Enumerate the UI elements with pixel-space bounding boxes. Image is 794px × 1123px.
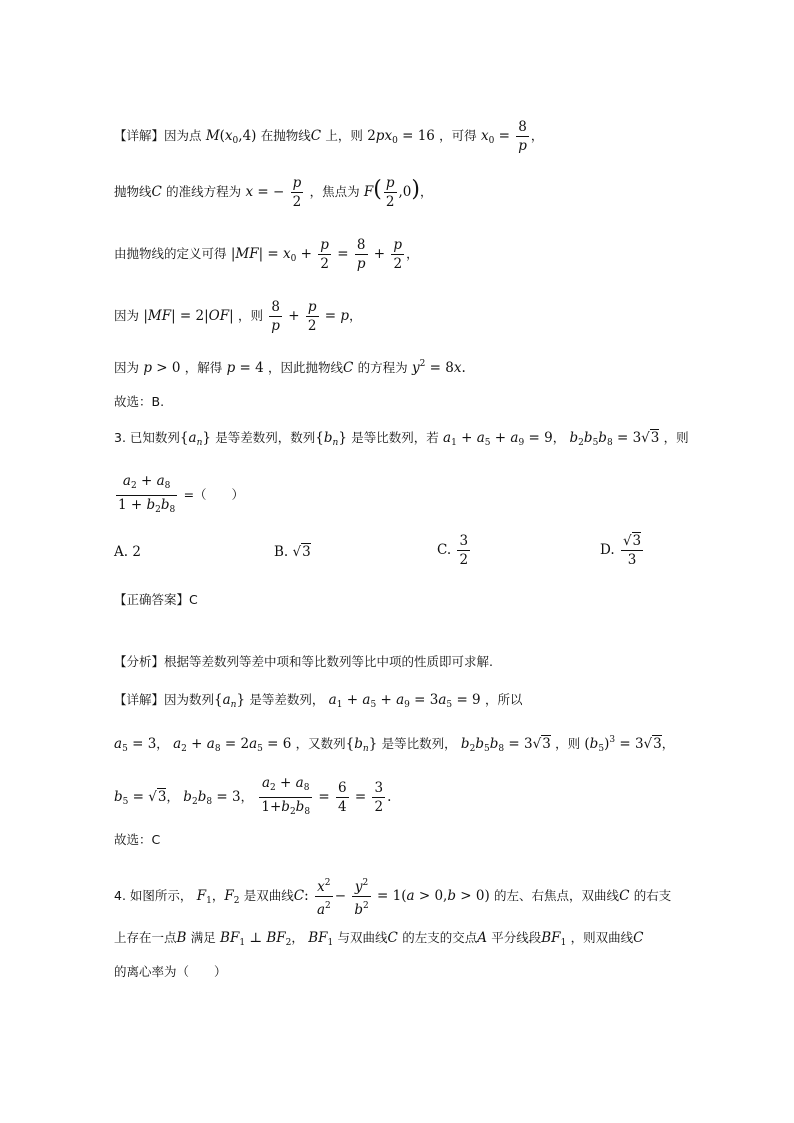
text: ，则 [555,736,581,751]
fraction: $\frac{p}{2}$ [292,175,302,210]
analysis: 【分析】根据等差数列等差中项和等比数列等比中项的性质即可求解. [114,654,493,669]
question-3-line-2: $\frac{a_2 + a_8}{1 + b_2b_8}$ =（ ） [118,473,245,515]
text: ，焦点为 [309,184,360,199]
option-a[interactable] [114,544,141,560]
question-4-line-1: 4. 如图所示， $F_1$，$F_2$ 是双曲线C: $\frac{x^2}{a^2}$ − $\frac{y^2}{b^2}$ = 1(a > 0,b > 0) 的左、右焦点，双曲线C 的右支 [114,874,671,919]
text: ，可得 [439,128,477,143]
text: 因为 [114,360,140,375]
text: ，解得 [184,360,223,375]
question-4-line-2: 上存在一点B 满足 $BF_1$ ⊥ $BF_2$， $BF_1$ 与双曲线C 的左支的交点A 平分线段$BF_1$ ，则双曲线C [114,930,644,948]
solution-line-1: 【详解】因为点 $M(x_0,4)$ 在抛物线C 上，则 $2px_0 = 16$ ，可得 $x_0$ = $\frac{8}{p}$ ， [114,119,544,154]
option-c[interactable]: C. $\frac{3}{2}$ [437,533,469,568]
text: 【详解】因为数列 [114,692,215,707]
text: 3. 已知数列 [114,430,180,445]
text: 由抛物线的定义可得 [114,246,227,261]
text: 与双曲线 [337,930,388,945]
choice-line-2: 故选：C [114,832,161,847]
text: =（ ） [183,487,245,502]
text: 上，则 [325,128,363,143]
option-d[interactable]: D. $\frac{√3}{3}$ [600,533,642,568]
solution-line-2: 抛物线C 的准线方程为 x = − $\frac{p}{2}$ ，焦点为 F( $\frac{p}{2}$ ,0)， [114,175,433,210]
text: ，则 [663,430,689,445]
text: 【详解】因为点 [114,128,202,143]
option-b-label: B. [274,544,289,560]
correct-answer: 【正确答案】C [114,592,198,607]
text: 抛物线 [114,184,152,199]
text: 是等差数列， [249,692,325,707]
text: 平分线段 [491,930,542,945]
text: ，因此抛物线 [268,360,344,375]
text: 满足 [190,930,216,945]
text: 4. 如图所示， [114,888,193,903]
text: 的左、右焦点，双曲线 [494,888,620,903]
option-c-label: C. [437,542,452,558]
option-d-label: D. [600,542,615,558]
text: 的右支 [633,888,672,903]
choice-line: 故选：B. [114,394,165,409]
detail-line-3: $b_5 = √3$， $b_2b_8 = 3$， $\frac{a_2 + a_8}{1+b_2b_8}$ = $\frac{6}{4}$ = $\frac{3}{2}$ . [114,775,392,817]
solution-line-5: 因为 p > 0 ，解得 p = 4 ，因此抛物线C 的方程为 $y^2 = 8x$. [114,359,466,376]
option-a-label: A. 2 [114,544,141,560]
question-4-line-3: 的离心率为（ ） [114,964,227,979]
option-b[interactable]: B. √3 [274,544,311,560]
text: 的准线方程为 [166,184,242,199]
math: M [205,128,220,144]
solution-line-4: 因为 |MF| = 2|OF| ，则 $\frac{8}{p}$ + $\frac{p}{2}$ = p， [114,299,362,334]
text: 的左支的交点 [402,930,478,945]
text: ，则双曲线 [570,930,634,945]
text: ，则 [237,308,263,323]
text: 因为 [114,308,140,323]
text: 上存在一点 [114,930,177,945]
fraction: $\frac{8}{p}$ [518,119,527,154]
detail-line-2: $a_5 = 3$， $a_2 + a_8 = 2a_5 = 6$ ，又数列$\{b_n\}$ 是等比数列， $b_2b_5b_8 = 3√3$ ，则 $(b_5)^3 = 3√3$， [114,735,675,754]
solution-line-3: 由抛物线的定义可得 $|MF| = x_0$ + $\frac{p}{2}$ = $\frac{8}{p}$ + $\frac{p}{2}$ ， [114,237,419,272]
question-3-line-1: 3. 已知数列$\{a_n\}$ 是等差数列，数列$\{b_n\}$ 是等比数列，若 $a_1 + a_5 + a_9 = 9$， $b_2b_5b_8 = 3√3$ ，则 [114,430,689,448]
text: 的方程为 [357,360,408,375]
text: 是等比数列，若 [351,430,439,445]
text: ，又数列 [295,736,346,751]
text: 在抛物线 [260,128,311,143]
text: 是等差数列，数列 [215,430,316,445]
text: 是双曲线 [243,888,294,903]
text: 是等比数列， [381,736,457,751]
detail-line-1: 【详解】因为数列$\{a_n\}$ 是等差数列， $a_1 + a_5 + a_9 = 3a_5 = 9$ ，所以 [114,692,523,710]
text: ，所以 [484,692,523,707]
